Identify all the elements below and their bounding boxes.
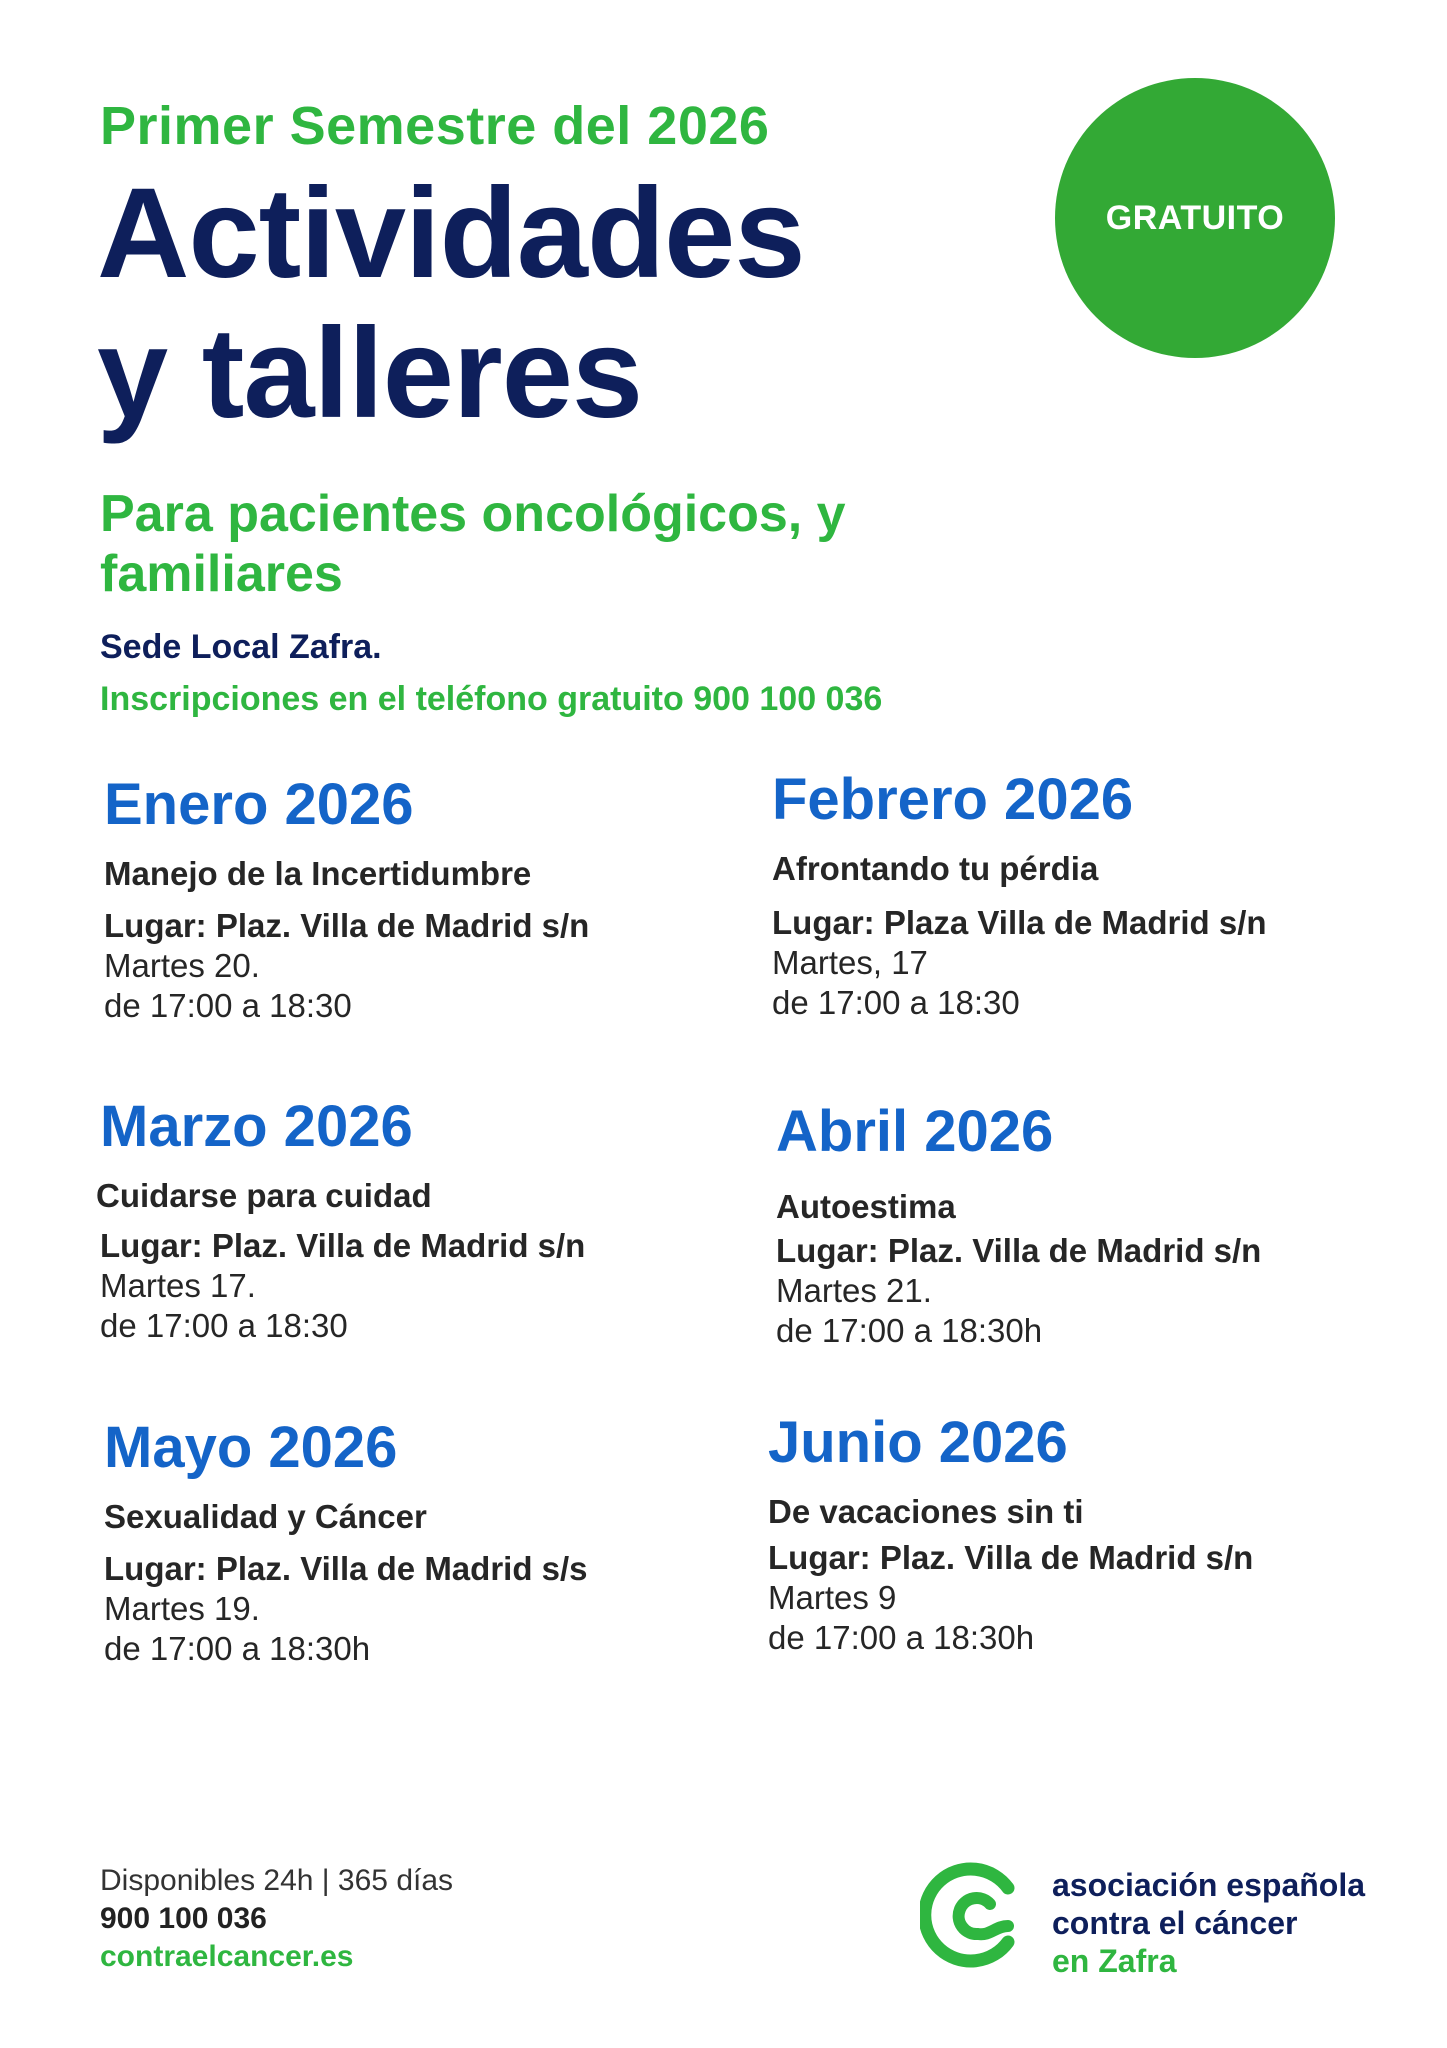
- month-block-febrero: [772, 765, 1392, 1023]
- activity-day: Martes 17.: [100, 1267, 256, 1304]
- month-block-enero: [104, 770, 724, 1026]
- free-badge-label: GRATUITO: [1105, 198, 1285, 237]
- activity-time: de 17:00 a 18:30h: [776, 1312, 1043, 1349]
- activity-place: Lugar: Plaz. Villa de Madrid s/n: [776, 1232, 1262, 1269]
- activity-topic: Sexualidad y Cáncer: [104, 1498, 427, 1535]
- audience-subtitle: Para pacientes oncológicos, y familiares: [100, 485, 846, 603]
- month-block-marzo: [96, 1092, 720, 1346]
- month-heading: Junio 2026: [768, 1410, 1068, 1475]
- month-heading: Mayo 2026: [104, 1415, 398, 1480]
- venue-label: Sede Local Zafra.: [100, 628, 382, 666]
- activity-day: Martes 9: [768, 1579, 897, 1616]
- activity-place: Lugar: Plaz. Villa de Madrid s/s: [104, 1550, 588, 1587]
- activity-topic: Afrontando tu pérdia: [772, 850, 1099, 887]
- activity-time: de 17:00 a 18:30h: [768, 1619, 1035, 1656]
- activity-time: de 17:00 a 18:30h: [104, 1630, 371, 1667]
- logo-line3: en Zafra: [1052, 1943, 1177, 1979]
- activity-time: de 17:00 a 18:30: [100, 1307, 348, 1344]
- activity-day: Martes 21.: [776, 1272, 932, 1309]
- month-heading: Abril 2026: [776, 1099, 1054, 1164]
- aecc-logo-text: [1052, 1866, 1365, 1980]
- month-heading: Marzo 2026: [100, 1094, 413, 1159]
- month-block-junio: [768, 1408, 1388, 1658]
- footer-contact: [100, 1862, 453, 1976]
- activity-time: de 17:00 a 18:30: [772, 984, 1020, 1021]
- activity-day: Martes 20.: [104, 947, 260, 984]
- availability-text: Disponibles 24h | 365 días: [100, 1864, 454, 1897]
- footer-phone[interactable]: 900 100 036: [100, 1902, 267, 1935]
- activity-place: Lugar: Plaz. Villa de Madrid s/n: [768, 1539, 1254, 1576]
- aecc-logo-icon: [920, 1860, 1030, 1970]
- activity-topic: Manejo de la Incertidumbre: [104, 855, 532, 892]
- month-block-abril: [776, 1097, 1396, 1351]
- activity-place: Lugar: Plaza Villa de Madrid s/n: [772, 904, 1267, 941]
- free-badge: [1055, 78, 1335, 358]
- month-block-mayo: [104, 1413, 724, 1669]
- activity-topic: Cuidarse para cuidad: [96, 1177, 432, 1214]
- month-heading: Febrero 2026: [772, 767, 1134, 832]
- website-link[interactable]: contraelcancer.es: [100, 1940, 354, 1973]
- activity-topic: De vacaciones sin ti: [768, 1493, 1084, 1530]
- activity-day: Martes 19.: [104, 1590, 260, 1627]
- month-heading: Enero 2026: [104, 772, 414, 837]
- activity-place: Lugar: Plaz. Villa de Madrid s/n: [104, 907, 590, 944]
- logo-line1: asociación española: [1052, 1867, 1366, 1903]
- registration-info: Inscripciones en el teléfono gratuito 900 100 036: [100, 680, 883, 718]
- activity-topic: Autoestima: [776, 1188, 956, 1225]
- activity-place: Lugar: Plaz. Villa de Madrid s/n: [100, 1227, 586, 1264]
- page-title-line1: Actividades: [97, 162, 805, 305]
- logo-line2: contra el cáncer: [1052, 1905, 1298, 1941]
- page-title-line2: y talleres: [97, 302, 643, 445]
- activity-day: Martes, 17: [772, 944, 928, 981]
- activity-time: de 17:00 a 18:30: [104, 987, 352, 1024]
- semester-label: Primer Semestre del 2026: [100, 96, 770, 156]
